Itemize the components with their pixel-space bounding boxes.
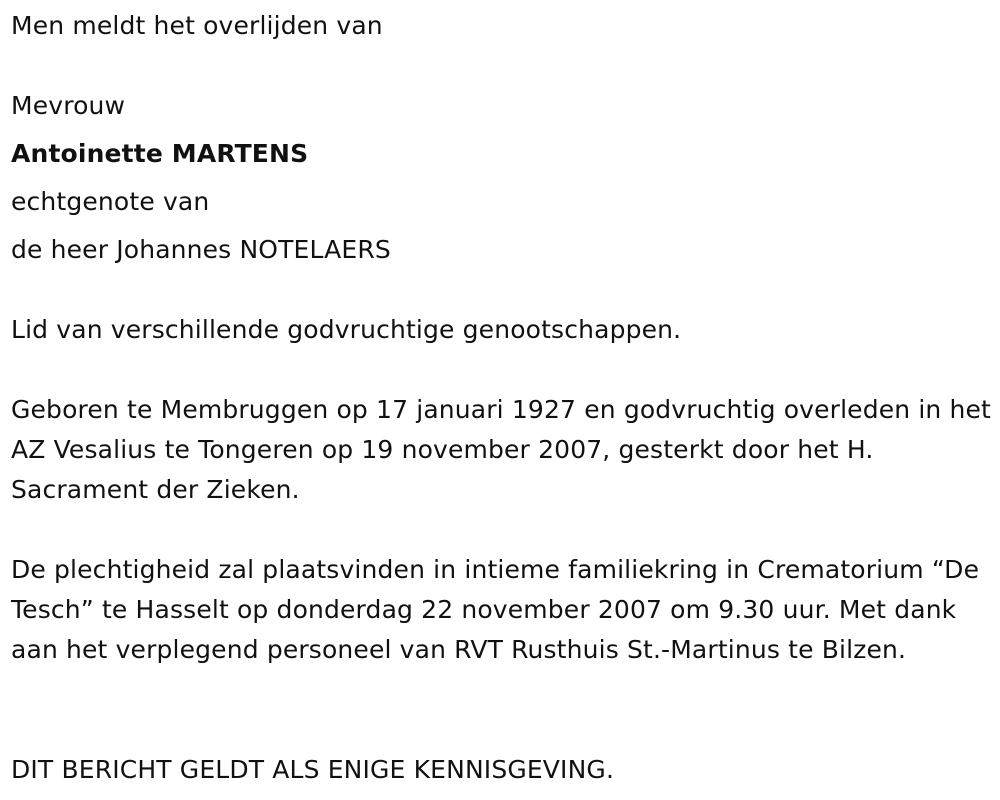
deceased-name: Antoinette MARTENS [11,139,309,168]
honorific: Mevrouw [11,91,126,120]
closing-statement: DIT BERICHT GELDT ALS ENIGE KENNISGEVING. [11,755,615,784]
spouse-name: de heer Johannes NOTELAERS [11,235,391,264]
membership-text: Lid van verschillende godvruchtige genootschappen. [11,315,682,344]
intro-text: Men meldt het overlijden van [11,11,383,40]
ceremony-paragraph: De plechtigheid zal plaatsvinden in intieme familiekring in Crematorium “De Tesch” te Hasselt op donderdag 22 november 2007 om 9.30 uur. Met dank aan het verplegend personeel van RVT Rusthuis St.-Martinus te Bilzen. [11,555,980,664]
birth-death-paragraph: Geboren te Membruggen op 17 januari 1927 en godvruchtig overleden in het AZ Vesalius te Tongeren op 19 november 2007, gesterkt door het H. Sacrament der Zieken. [11,395,992,504]
relation-text: echtgenote van [11,187,210,216]
